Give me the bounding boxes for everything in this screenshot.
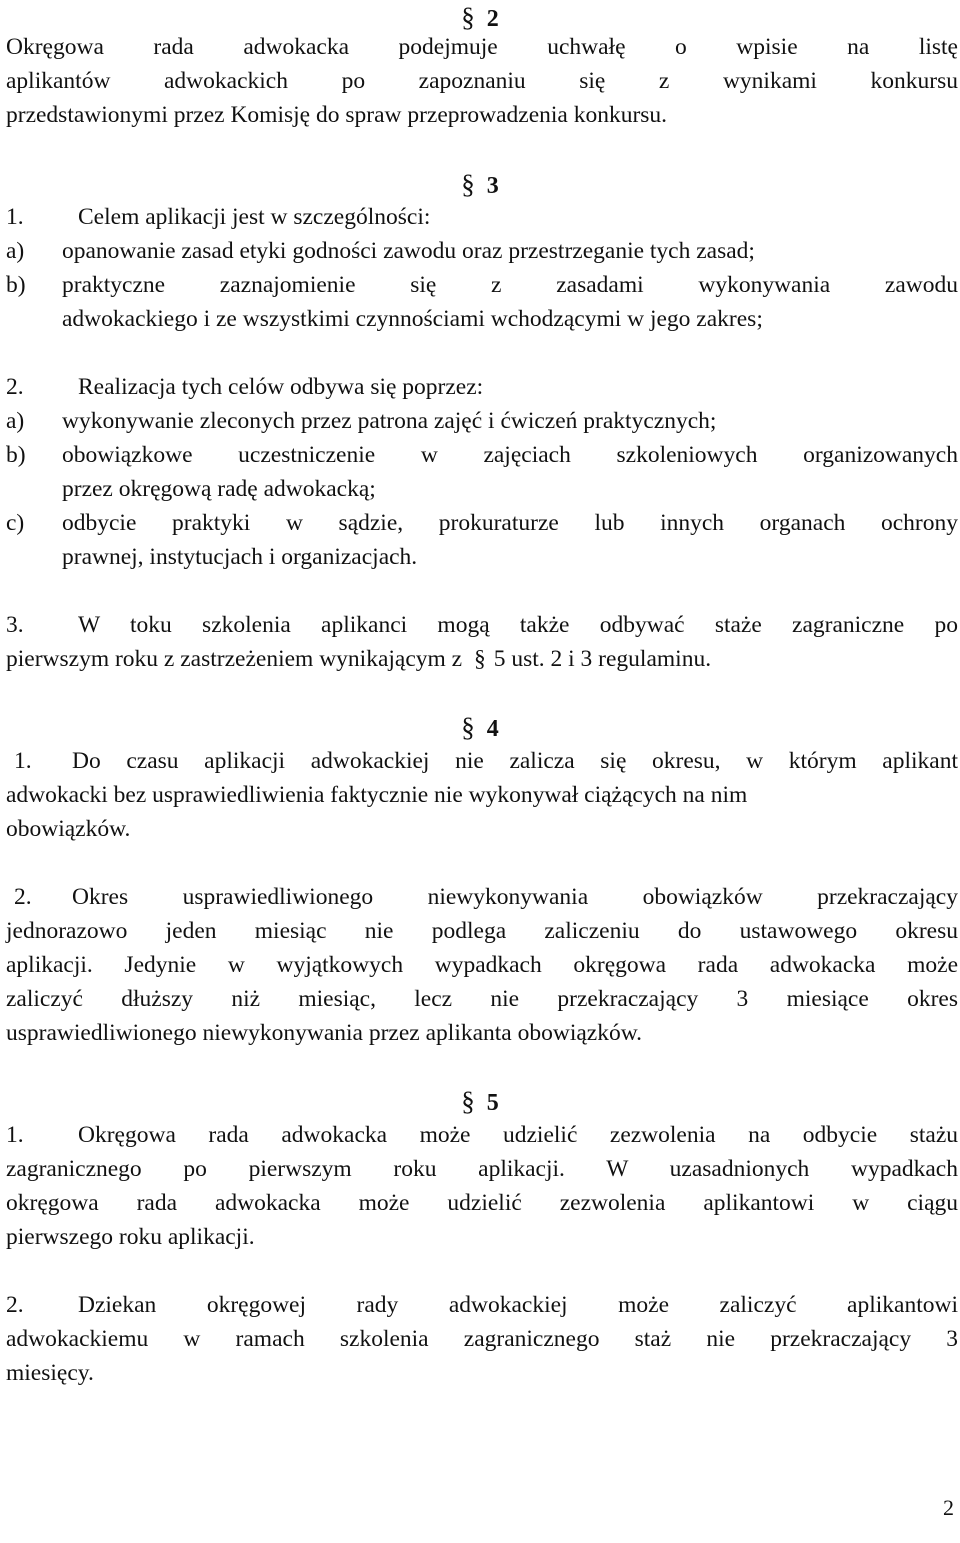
section-number: 3	[486, 173, 499, 199]
section-symbol: §	[461, 2, 475, 32]
section-5-point-1	[6, 1118, 958, 1254]
text-line-content: zaliczyć dłuższy niż miesiąc, lecz nie przekraczający 3 miesiące okres	[6, 986, 958, 1012]
item-text-line: prawnej, instytucjach i organizacjach.	[62, 544, 418, 570]
item-text-line: adwokackiego i ze wszystkimi czynnościami wchodzącymi w jego zakres;	[62, 306, 763, 332]
section-number: 2	[486, 6, 499, 32]
point-number: 1.	[6, 1122, 24, 1148]
section-5-point-2	[6, 1288, 958, 1390]
item-text-line: obowiązkowe uczestniczenie w zajęciach szkoleniowych organizowanych	[62, 442, 958, 468]
section-2-paragraph	[6, 30, 958, 132]
item-text-line: praktyczne zaznajomienie się z zasadami wykonywania zawodu	[62, 272, 958, 298]
text-line-content: Okres usprawiedliwionego niewykonywania obowiązków przekraczający	[72, 884, 958, 910]
text-line-content: pierwszego roku aplikacji.	[6, 1224, 255, 1250]
section-symbol: §	[461, 1086, 475, 1116]
section-symbol: §	[473, 646, 486, 672]
list-item-b	[6, 438, 958, 506]
point-text: Celem aplikacji jest w szczególności:	[78, 204, 431, 230]
text-line-content: okręgowa rada adwokacka może udzielić zezwolenia aplikantowi w ciągu	[6, 1190, 958, 1216]
text-line	[6, 1118, 958, 1152]
text-line-content: zagranicznego po pierwszym roku aplikacji. W uzasadnionych wypadkach	[6, 1156, 958, 1182]
item-label: a)	[6, 238, 25, 264]
text-line-content: adwokackiemu w ramach szkolenia zagranicznego staż nie przekraczający 3	[6, 1326, 958, 1352]
section-3-point-2	[6, 370, 958, 574]
section-4-point-2	[6, 880, 958, 1050]
item-label: a)	[6, 408, 25, 434]
text-line-content: przedstawionymi przez Komisję do spraw przeprowadzenia konkursu.	[6, 102, 668, 128]
text-line	[6, 608, 958, 642]
item-text-line: odbycie praktyki w sądzie, prokuraturze lub innych organach ochrony	[62, 510, 958, 536]
text-line	[6, 98, 958, 132]
section-4-heading	[0, 710, 960, 746]
point-number: 1.	[14, 748, 32, 774]
section-3-point-3	[6, 608, 958, 676]
text-line-content: miesięcy.	[6, 1360, 94, 1386]
text-line-content: usprawiedliwionego niewykonywania przez aplikanta obowiązków.	[6, 1020, 643, 1046]
text-line-content: aplikantów adwokackich po zapoznaniu się z wynikami konkursu	[6, 68, 958, 94]
item-text: wykonywanie zleconych przez patrona zajęć i ćwiczeń praktycznych;	[62, 408, 717, 434]
list-item-b	[6, 268, 958, 336]
point-text: Realizacja tych celów odbywa się poprzez:	[78, 374, 484, 400]
list-item-a	[6, 404, 958, 438]
point-heading	[6, 370, 958, 404]
text-line-content: adwokacki bez usprawiedliwienia faktycznie nie wykonywał ciążących na nim	[6, 782, 748, 808]
text-line	[6, 744, 958, 778]
text-line-content: Dziekan okręgowej rady adwokackiej może zaliczyć aplikantowi	[78, 1292, 958, 1318]
text-line	[6, 642, 958, 676]
point-number: 1.	[6, 204, 24, 230]
text-line-content: Okręgowa rada adwokacka może udzielić zezwolenia na odbycie stażu	[78, 1122, 958, 1148]
section-5-heading	[0, 1084, 960, 1120]
item-text-line: przez okręgową radę adwokacką;	[62, 476, 376, 502]
text-line-content: Do czasu aplikacji adwokackiej nie zalicza się okresu, w którym aplikant	[72, 748, 958, 774]
list-item-a	[6, 234, 958, 268]
text-line	[6, 30, 958, 64]
text-line	[6, 64, 958, 98]
text-line-content: obowiązków.	[6, 816, 131, 842]
page-number: 2	[943, 1495, 954, 1520]
section-number: 5	[486, 1090, 499, 1116]
item-label: b)	[6, 442, 26, 468]
section-number: 4	[486, 716, 499, 742]
text-line-content: W toku szkolenia aplikanci mogą także odbywać staże zagraniczne po	[78, 612, 958, 638]
section-4-point-1	[6, 744, 958, 846]
list-item-c	[6, 506, 958, 574]
text-line-content: aplikacji. Jedynie w wyjątkowych wypadkach okręgowa rada adwokacka może	[6, 952, 958, 978]
point-heading	[6, 200, 958, 234]
section-symbol: §	[461, 169, 475, 199]
text-line	[6, 1288, 958, 1322]
item-text: opanowanie zasad etyki godności zawodu oraz przestrzeganie tych zasad;	[62, 238, 755, 264]
section-3-heading	[0, 167, 960, 203]
item-label: c)	[6, 510, 25, 536]
point-number: 2.	[6, 1292, 24, 1318]
section-symbol: §	[461, 712, 475, 742]
text-line	[6, 880, 958, 914]
text-line-content: Okręgowa rada adwokacka podejmuje uchwałę o wpisie na listę	[6, 34, 958, 60]
point-number: 3.	[6, 612, 24, 638]
text-line-content: pierwszym roku z zastrzeżeniem wynikającym z	[6, 646, 463, 672]
section-3-point-1	[6, 200, 958, 336]
text-line-content: 5 ust. 2 i 3 regulaminu.	[493, 646, 712, 672]
point-number: 2.	[14, 884, 32, 910]
text-line-content: jednorazowo jeden miesiąc nie podlega zaliczeniu do ustawowego okresu	[6, 918, 958, 944]
item-label: b)	[6, 272, 26, 298]
point-number: 2.	[6, 374, 24, 400]
